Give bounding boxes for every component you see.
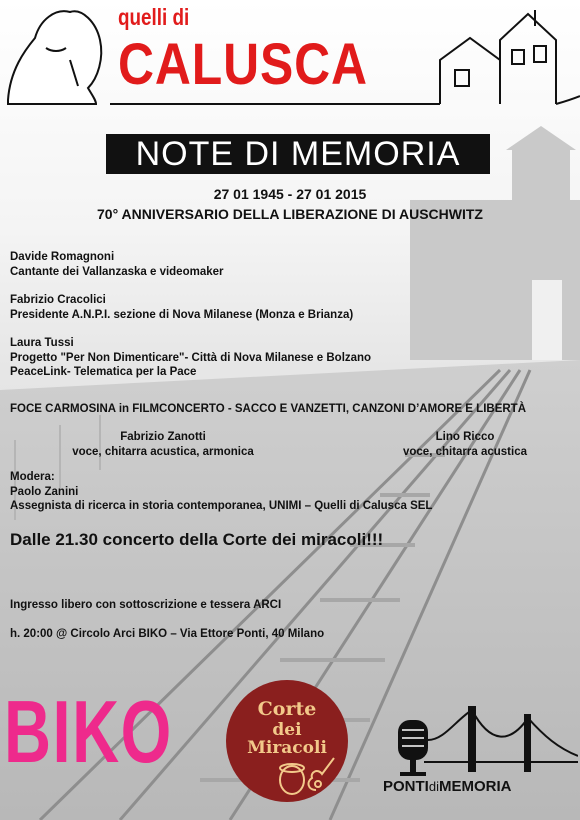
ponti-di-memoria-logo <box>383 778 511 795</box>
event-dates: 27 01 1945 - 27 01 2015 <box>213 186 367 202</box>
ponti-logo-part: di <box>428 779 439 794</box>
speaker-name: Davide Romagnoni <box>10 251 115 263</box>
anniversary-line: 70° ANNIVERSARIO DELLA LIBERAZIONE DI AUSCHWITZ <box>97 206 483 222</box>
musician-name: Lino Ricco <box>435 431 495 443</box>
ponti-logo-part: MEMORIA <box>438 778 512 795</box>
speaker-role: Cantante dei Vallanzaska e videomaker <box>10 265 224 278</box>
venue-info: h. 20:00 @ Circolo Arci BIKO – Via Ettore Ponti, 40 Milano <box>10 628 325 640</box>
concert-announcement: Dalle 21.30 concerto della Corte dei miracoli!!! <box>10 530 384 549</box>
header-line-1: quelli di <box>118 4 190 30</box>
musician-name: Fabrizio Zanotti <box>120 431 206 443</box>
moderator-role: Assegnista di ricerca in storia contemporanea, UNIMI – Quelli di Calusca SEL <box>10 500 433 512</box>
ponti-logo-part: PONTI <box>383 778 429 795</box>
moderator-block <box>10 470 432 514</box>
speaker-role: Progetto "Per Non Dimenticare"- Città di Nova Milanese e Bolzano <box>10 351 372 364</box>
speaker-block <box>10 336 371 380</box>
ponti-bridge-microphone-icon <box>394 700 578 778</box>
foce-carmosina-line: FOCE CARMOSINA in FILMCONCERTO - SACCO E VANZETTI, CANZONI D’AMORE E LIBERTÀ <box>10 403 527 415</box>
gorilla-icon <box>8 11 101 104</box>
speaker-block <box>10 293 353 322</box>
musician-instruments: voce, chitarra acustica, armonica <box>72 445 254 458</box>
speaker-name: Laura Tussi <box>10 337 74 349</box>
corte-logo-line-3: Miracoli <box>247 738 327 758</box>
speaker-role-2: PeaceLink- Telematica per la Pace <box>10 366 197 378</box>
entry-info: Ingresso libero con sottoscrizione e tessera ARCI <box>10 599 282 611</box>
moderator-label: Modera: <box>10 471 55 483</box>
speaker-role: Presidente A.N.P.I. sezione di Nova Milanese (Monza e Brianza) <box>10 308 354 321</box>
guitar-drum-icon <box>276 754 338 798</box>
speaker-name: Fabrizio Cracolici <box>10 294 106 306</box>
musician-instruments: voce, chitarra acustica <box>402 445 527 458</box>
speaker-block <box>10 250 224 279</box>
corte-logo-line-2: dei <box>272 720 302 740</box>
corte-dei-miracoli-logo <box>226 680 348 802</box>
header-line-2: CALUSCA <box>118 32 368 97</box>
page-title: NOTE DI MEMORIA <box>106 134 490 174</box>
corte-logo-line-1: Corte <box>257 698 317 720</box>
musician-block <box>380 430 550 459</box>
moderator-name: Paolo Zanini <box>10 485 79 498</box>
musician-block <box>66 430 260 459</box>
biko-logo: BIKO <box>4 682 173 781</box>
